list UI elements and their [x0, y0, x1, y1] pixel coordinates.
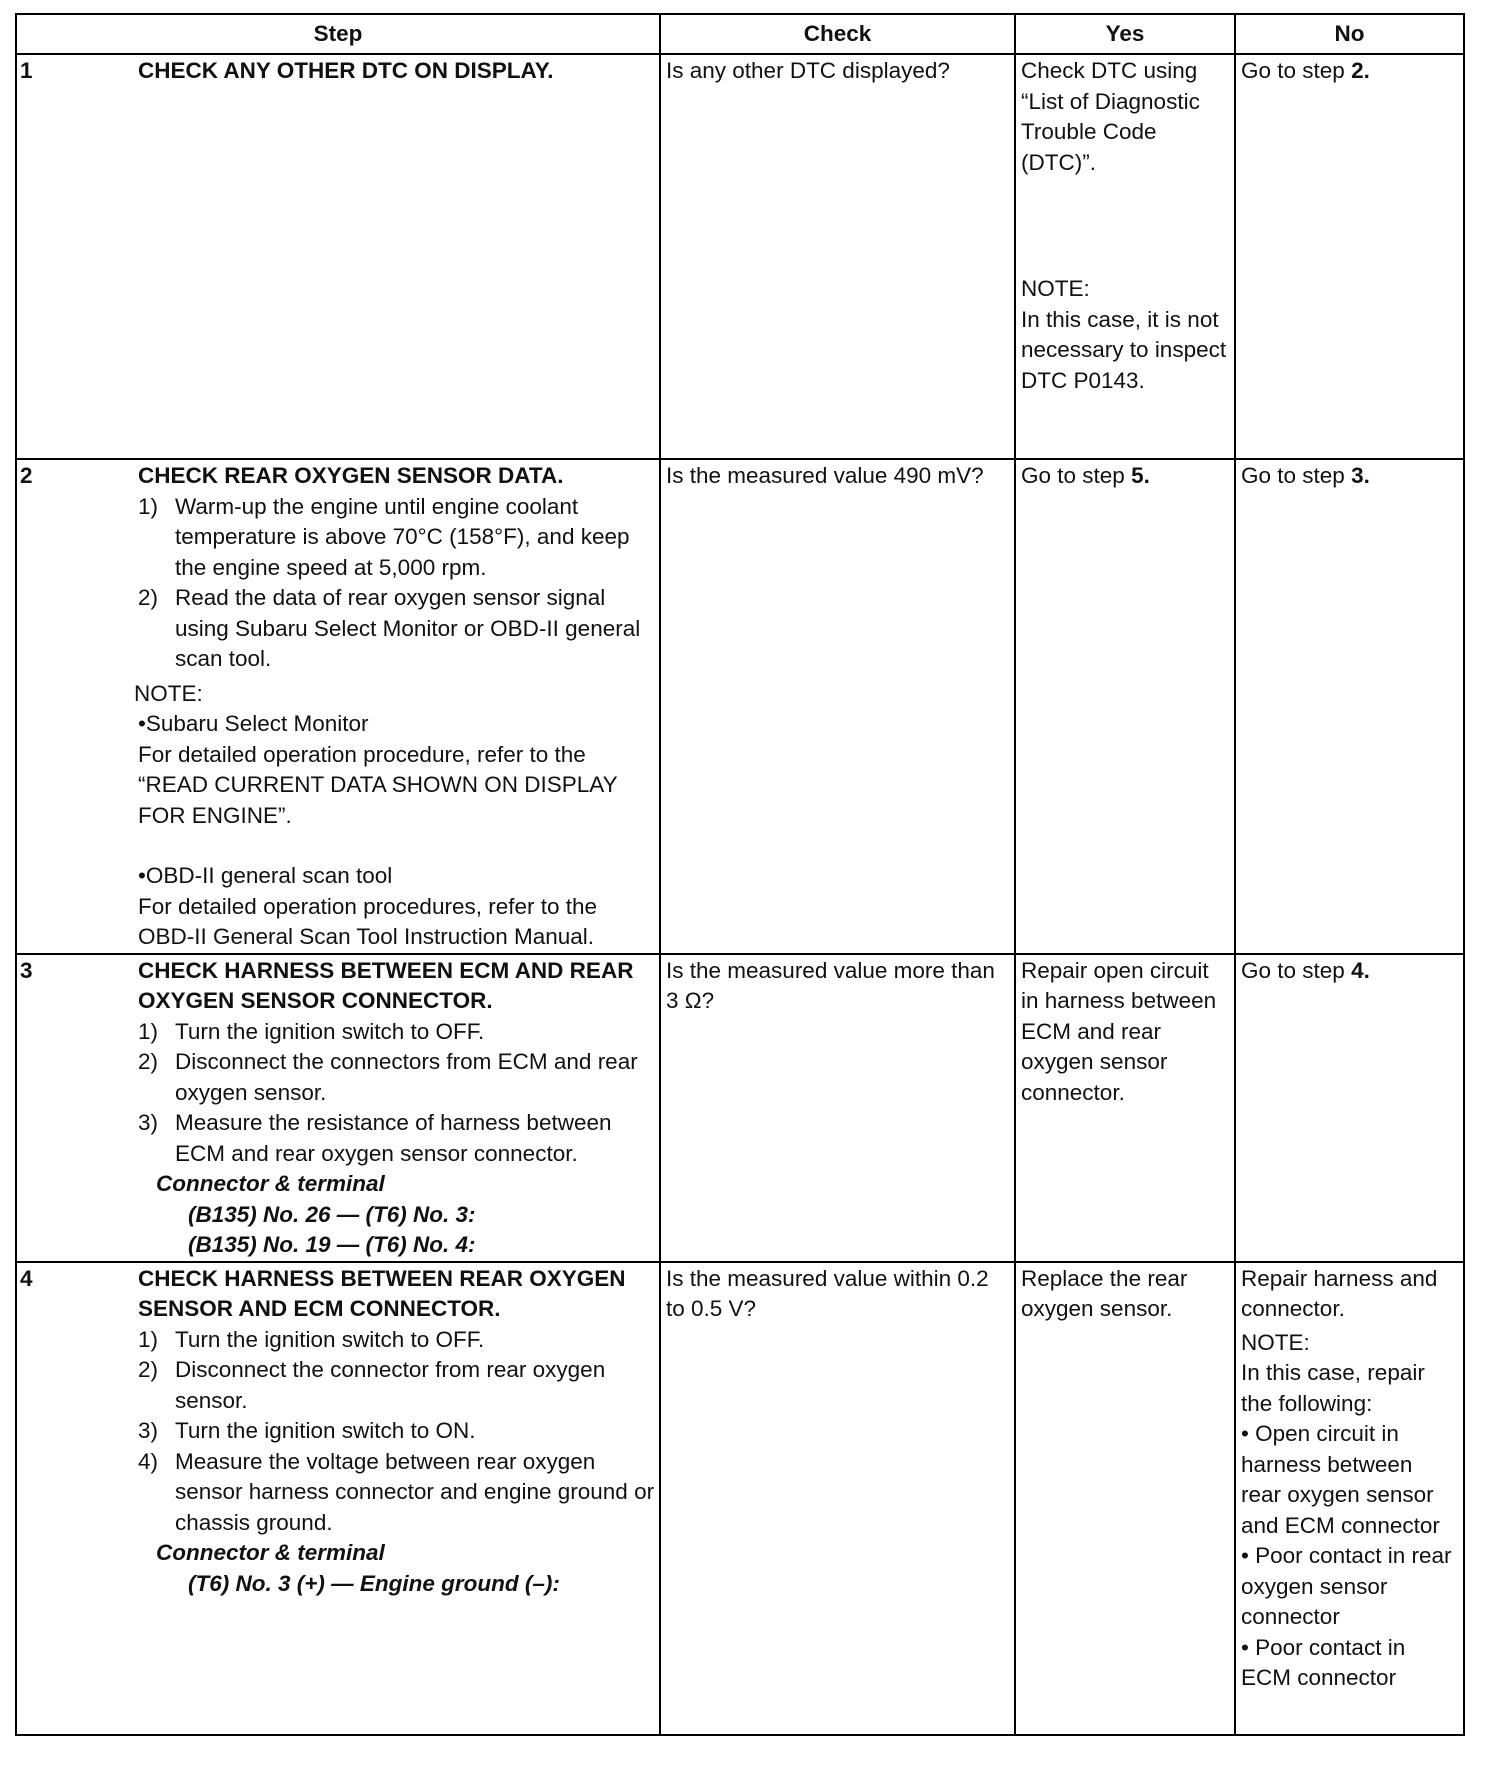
step-number: 1 [20, 58, 33, 83]
check-cell [660, 54, 1015, 459]
check-question: Is the measured value 490 mV? [666, 463, 984, 488]
substep-text: Disconnect the connector from rear oxygen sensor. [175, 1357, 606, 1413]
check-question: Is any other DTC displayed? [666, 58, 950, 83]
note-text: For detailed operation procedure, refer to the “READ CURRENT DATA SHOWN ON DISPLAY FOR ENGINE”. [138, 741, 618, 828]
header-yes: Yes [1015, 14, 1235, 54]
substep [138, 1017, 659, 1048]
substep-number: 1) [138, 1018, 159, 1044]
yes-cell [1015, 54, 1235, 459]
yes-action: Replace the rear oxygen sensor. [1021, 1265, 1188, 1321]
substep-text: Turn the ignition switch to OFF. [175, 1018, 485, 1044]
header-check: Check [660, 14, 1015, 54]
connector-value: (T6) No. 3 (+) — Engine ground (–): [188, 1570, 560, 1596]
table-row [16, 459, 1464, 954]
substep-text: Read the data of rear oxygen sensor signal using Subaru Select Monitor or OBD-II general scan tool. [175, 585, 641, 671]
substep-number: 3) [138, 1110, 159, 1135]
substep-text: Disconnect the connectors from ECM and rear oxygen sensor. [175, 1049, 638, 1105]
table-row [16, 954, 1464, 1262]
check-cell [660, 459, 1015, 954]
no-cell [1235, 459, 1464, 954]
step-cell [16, 54, 660, 459]
yes-action [1016, 460, 1234, 492]
substep-number: 2) [138, 585, 159, 610]
substep-number: 1) [138, 1326, 159, 1352]
table-row [16, 1262, 1464, 1735]
header-no: No [1235, 14, 1464, 54]
connector-label: Connector & terminal [156, 1540, 385, 1565]
table-row [16, 54, 1464, 459]
substep [138, 492, 659, 584]
substep [138, 1325, 659, 1356]
no-prefix: Go to step [1241, 58, 1352, 83]
step-number: 4 [20, 1265, 33, 1291]
substep-text: Warm-up the engine until engine coolant temperature is above 70°C (158°F), and keep the engine speed at 5,000 rpm. [175, 493, 630, 580]
step-cell [16, 954, 660, 1262]
no-step-link[interactable]: 3. [1351, 463, 1370, 488]
no-action [1236, 460, 1463, 492]
no-note-intro: In this case, repair the following: [1241, 1360, 1425, 1416]
step-number: 2 [20, 463, 33, 488]
substep-number: 1) [138, 493, 159, 519]
step-cell [16, 459, 660, 954]
substep [138, 583, 659, 675]
yes-cell [1015, 954, 1235, 1262]
step-number: 3 [20, 957, 33, 983]
note-item: •Subaru Select Monitor [138, 711, 369, 736]
substep-number: 4) [138, 1448, 159, 1474]
check-cell [660, 954, 1015, 1262]
note-text: For detailed operation procedures, refer to the OBD-II General Scan Tool Instruction Manual. [138, 893, 598, 949]
substep-number: 2) [138, 1049, 159, 1074]
substep-text: Turn the ignition switch to OFF. [175, 1326, 485, 1352]
connector-label: Connector & terminal [156, 1171, 385, 1196]
check-question: Is the measured value within 0.2 to 0.5 V? [666, 1265, 989, 1321]
no-cell [1235, 54, 1464, 459]
substep-text: Measure the voltage between rear oxygen sensor harness connector and engine ground or chassis ground. [175, 1448, 655, 1535]
yes-action: Repair open circuit in harness between ECM and rear oxygen sensor connector. [1021, 957, 1217, 1105]
substep [138, 1108, 659, 1169]
no-note-item: • Poor contact in rear oxygen sensor connector [1241, 1543, 1452, 1629]
no-action: Repair harness and connector. [1241, 1265, 1438, 1321]
substep [138, 1355, 659, 1416]
substep [138, 1047, 659, 1108]
no-action [1236, 955, 1463, 987]
substep-number: 3) [138, 1418, 159, 1443]
step-title: CHECK REAR OXYGEN SENSOR DATA. [138, 463, 564, 488]
check-question: Is the measured value more than 3 Ω? [666, 957, 995, 1013]
no-action [1236, 55, 1463, 87]
header-step: Step [16, 14, 660, 54]
step-title: CHECK ANY OTHER DTC ON DISPLAY. [138, 58, 554, 83]
no-prefix: Go to step [1241, 463, 1352, 488]
no-note-label: NOTE: [1241, 1329, 1310, 1355]
header-row [16, 14, 1464, 54]
yes-cell [1015, 1262, 1235, 1735]
yes-action: Check DTC using “List of Diagnostic Trouble Code (DTC)”. [1021, 58, 1200, 175]
substep [138, 1447, 659, 1539]
step-title: CHECK HARNESS BETWEEN REAR OXYGEN SENSOR AND ECM CONNECTOR. [138, 1265, 626, 1321]
substep-number: 2) [138, 1357, 159, 1382]
no-cell [1235, 954, 1464, 1262]
no-step-link[interactable]: 2. [1351, 58, 1370, 83]
diagnostic-table [15, 13, 1465, 1736]
yes-step-link[interactable]: 5. [1131, 463, 1150, 488]
no-prefix: Go to step [1241, 957, 1352, 983]
no-note-item: • Poor contact in ECM connector [1241, 1634, 1406, 1690]
no-note-item: • Open circuit in harness between rear oxygen sensor and ECM connector [1241, 1421, 1440, 1538]
step-cell [16, 1262, 660, 1735]
check-cell [660, 1262, 1015, 1735]
substep-text: Turn the ignition switch to ON. [175, 1418, 476, 1443]
yes-prefix: Go to step [1021, 463, 1132, 488]
no-step-link[interactable]: 4. [1351, 957, 1370, 983]
yes-note: In this case, it is not necessary to inspect DTC P0143. [1021, 306, 1227, 393]
substep [138, 1416, 659, 1447]
yes-cell [1015, 459, 1235, 954]
no-cell [1235, 1262, 1464, 1735]
note-label: NOTE: [134, 680, 203, 706]
note-item: •OBD-II general scan tool [138, 863, 393, 888]
connector-value: (B135) No. 26 — (T6) No. 3: [188, 1201, 476, 1227]
substep-text: Measure the resistance of harness between ECM and rear oxygen sensor connector. [175, 1110, 612, 1166]
yes-note-label: NOTE: [1021, 276, 1090, 301]
step-title: CHECK HARNESS BETWEEN ECM AND REAR OXYGEN SENSOR CONNECTOR. [138, 957, 634, 1013]
connector-value: (B135) No. 19 — (T6) No. 4: [188, 1232, 476, 1257]
